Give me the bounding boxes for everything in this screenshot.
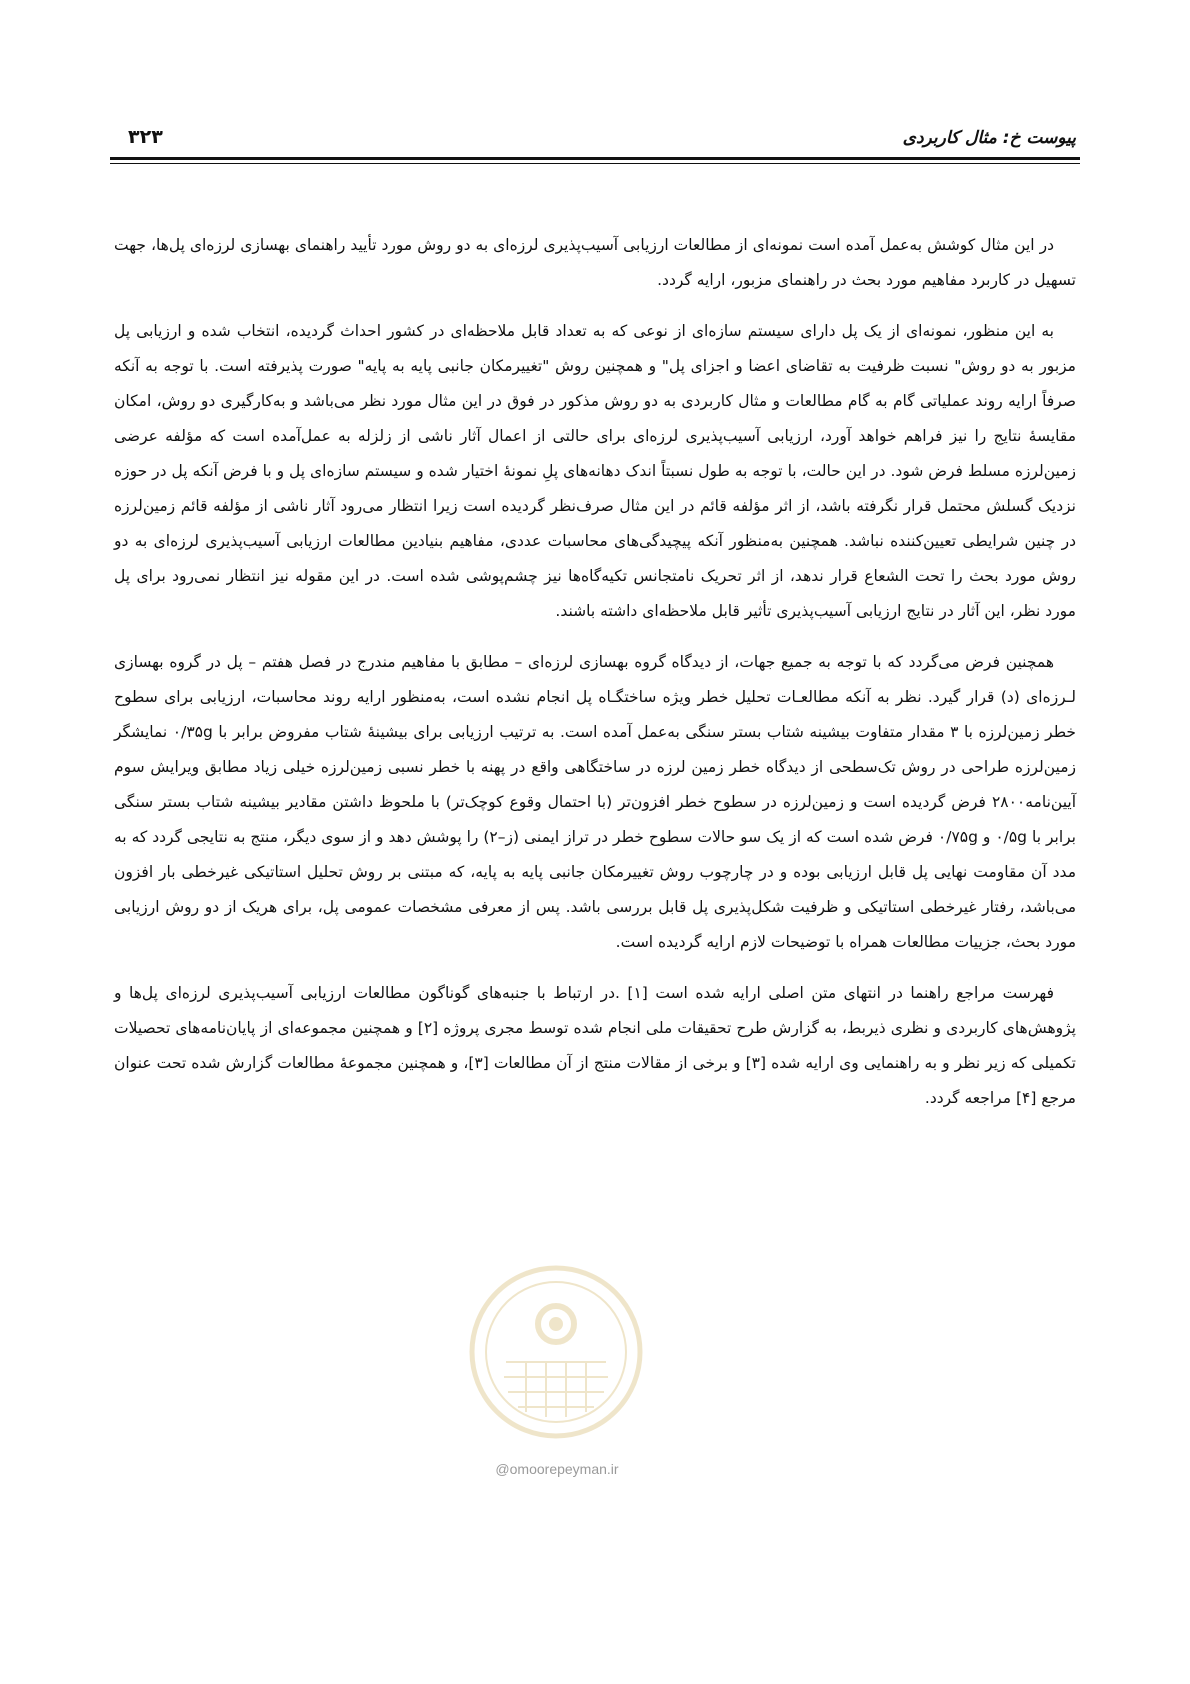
paragraph-intro: در این مثال کوشش به‌عمل آمده است نمونه‌ای از مطالعات ارزیابی آسیب‌پذیری لرزه‌ای به دو روش مورد تأیید راهنمای بهسازی لرزه‌ای پل‌ها، جهت تسهیل در کاربرد مفاهیم مورد بحث در راهنمای مزبور، ارایه گردد. (114, 236, 1076, 289)
watermark-seal-icon (466, 1262, 646, 1442)
running-title: پیوست خ: مثال کاربردی (902, 128, 1076, 148)
paragraph-references: فهرست مراجع راهنما در انتهای متن اصلی ارایه شده است [۱] .در ارتباط با جنبه‌های گوناگون مطالعات ارزیابی آسیب‌پذیری لرزه‌ای پل‌ها و پژوهش‌های کاربردی و نظری ذیربط، به گزارش طرح تحقیقات ملی انجام شده توسط مجری پروژه [۲] و همچنین مجموعه‌ای از پایان‌نامه‌های تحصیلات تکمیلی که زیر نظر و به راهنمایی وی ارایه شده [۳] و برخی از مقالات منتج از آن مطالعات [۳]، و همچنین مجموعهٔ مطالعات گزارش شده تحت عنوان مرجع [۴] مراجعه گردد. (114, 984, 1077, 1107)
page-header (114, 128, 1076, 156)
watermark-text: @omoorepeyman.ir (495, 1461, 619, 1477)
paragraph-bridge-sample: به این منظور، نمونه‌ای از یک پل دارای سیستم سازه‌ای از نوعی که به تعداد قابل ملاحظه‌ای در کشور احداث گردیده، انتخاب شده و ارزیابی پل مزبور به دو روش" نسبت ظرفیت به تقاضای اعضا و اجزای پل" و همچنین روش "تغییرمکان جانبی پایه به پایه" صورت پذیرفته است. با توجه به آنکه صرفاً ارایه روند عملیاتی گام به گام مطالعات و مثال کاربردی به دو روش مذکور در فوق در این مثال مورد نظر می‌باشد و به‌کارگیری دو روش، امکان مقایسهٔ نتایج را نیز فراهم خواهد آورد، ارزیابی آسیب‌پذیری لرزه‌ای برای حالتی از اعمال آثار ناشی از زلزله به عمل‌آمده است که مؤلفه عرضی زمین‌لرزه مسلط فرض شود. در این حالت، با توجه به طول نسبتاً اندک دهانه‌های پلِ نمونهٔ اختیار شده و سیستم سازه‌ای پل و با فرض آنکه پل در حوزه نزدیک گسلش محتمل قرار نگرفته باشد، از اثر مؤلفه قائم در این مثال صرف‌نظر گردیده است زیرا انتظار می‌رود آثار ناشی از مؤلفه قائم زمین‌لرزه در چنین شرایطی تعیین‌کننده نباشد. همچنین به‌منظور آنکه پیچیدگی‌های محاسبات عددی، مفاهیم بنیادین مطالعات ارزیابی آسیب‌پذیری لرزه‌ای به دو روش مورد بحث را تحت الشعاع قرار ندهد، از اثر تحریک نامتجانس تکیه‌گاه‌ها نیز چشم‌پوشی شده است. در این مقوله نیز انتظار نمی‌رود برای پل مورد نظر، این آثار در نتایج ارزیابی آسیب‌پذیری تأثیر قابل ملاحظه‌ای داشته باشند. (114, 322, 1076, 620)
page-number: ۳۲۳ (128, 126, 163, 148)
header-rule (110, 157, 1080, 160)
paragraph-hazard-levels: همچنین فرض می‌گردد که با توجه به جمیع جهات، از دیدگاه گروه بهسازی لرزه‌ای – مطابق با مفاهیم مندرج در فصل هفتم – پل در گروه بهسازی لـرزه‌ای (د) قرار گیرد. نظر به آنکه مطالعـات تحلیل خطر ویژه ساختگـاه پل انجام نشده است، به‌منظور ارایه روند محاسبات، ارزیابی برای سطوح خطر زمین‌لرزه با ۳ مقدار متفاوت بیشینه شتاب بستر سنگی به‌عمل آمده است. به ترتیب ارزیابی برای بیشینهٔ شتاب مفروض برابر با ۰/۳۵g نمایشگر زمین‌لرزه طراحی در روش تک‌سطحی از دیدگاه خطر زمین لرزه در ساختگاهی واقع در پهنه با خطر نسبی زمین‌لرزه خیلی زیاد مطابق ویرایش سوم آیین‌نامه۲۸۰۰ فرض گردیده است و زمین‌لرزه در سطوح خطر افزون‌تر (با احتمال وقوع کوچک‌تر) با ملحوظ داشتن مقادیر بیشینه شتاب بستر سنگی برابر با ۰/۵g و ۰/۷۵g فرض شده است که از یک سو حالات سطوح خطر در تراز ایمنی (ز–۲) را پوشش دهد و از سوی دیگر، منتج به نتایجی گردد که به مدد آن مقاومت نهایی پل قابل ارزیابی بوده و در چارچوب روش تغییرمکان جانبی پایه به پایه، که مبتنی بر روش تحلیل استاتیکی غیرخطی بار افزون می‌باشد، رفتار غیرخطی استاتیکی و ظرفیت شکل‌پذیری پل قابل بررسی باشد. پس از معرفی مشخصات عمومی پل، برای هریک از دو روش ارزیابی مورد بحث، جزییات مطالعات همراه با توضیحات لازم ارایه گردیده است. (114, 653, 1077, 951)
body-text (114, 228, 1076, 1132)
header-rule-thin (110, 163, 1080, 164)
